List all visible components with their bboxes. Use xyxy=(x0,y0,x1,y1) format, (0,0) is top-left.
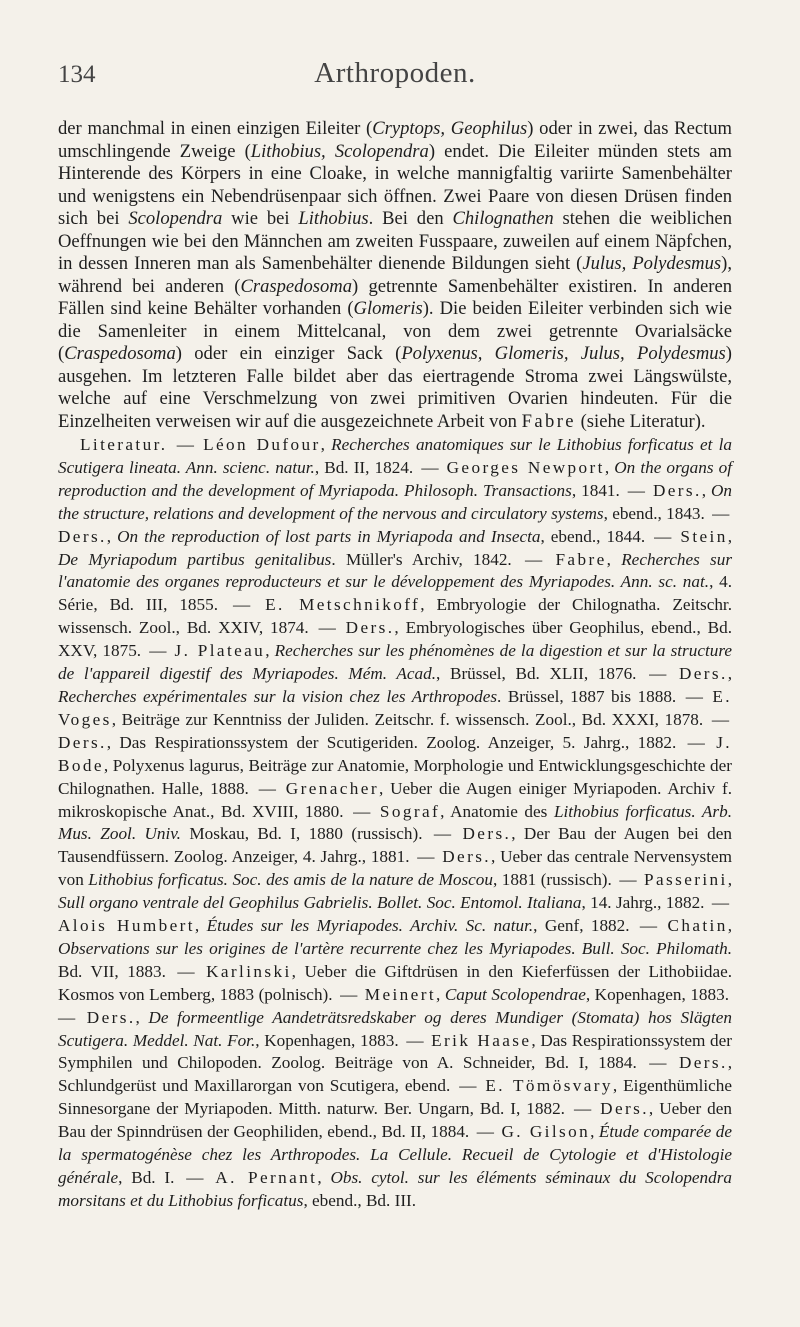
author-name: Stein xyxy=(680,526,728,546)
entry-separator: — xyxy=(453,1076,483,1096)
italic-title: Lithobius, Scolopendra xyxy=(250,140,429,162)
italic-title: Recherches anatomiques sur le Lithobius forficatus et la Scutigera lineata. Ann. scienc. natur. xyxy=(58,435,733,477)
text-run: , Das Respirationssystem der Scutigeriden. Zoolog. Anzeiger, 5. Jahrg., 1882. xyxy=(106,732,677,752)
italic-title: Glomeris xyxy=(353,298,423,319)
entry-separator: — xyxy=(707,893,729,913)
text-run: , Polyxenus lagurus, Beiträge zur Anatomie, Morphologie und Entwicklungsgeschichte der Chilognathen. Halle, 1888. xyxy=(58,755,732,798)
italic-title: Lithobius forficatus. Soc. des amis de la nature de Moscou xyxy=(88,870,493,890)
entry-separator: — xyxy=(707,503,730,523)
text-run: Moskau, Bd. I, 1880 (russisch). xyxy=(180,824,423,844)
text-run: , xyxy=(436,984,445,1004)
entry-separator: — xyxy=(648,526,678,546)
text-run: ) ausgehen. Im letzteren Falle bildet aber das eiertragende Stroma zwei Längswülste, welche auf eine Verschmelzung von zwei primitiven Ovarien hindeuten. Für die Einzelheiten verweisen wir auf die ausgezeichnete Arbeit von xyxy=(58,343,732,432)
text-run: , xyxy=(727,916,733,936)
entry-separator: — xyxy=(614,870,642,890)
main-paragraph xyxy=(58,118,732,433)
italic-title: Lithobius forficatus. Arb. Mus. Zool. Univ. xyxy=(58,801,733,844)
italic-title: Polyxenus, Glomeris, Julus, Polydesmus xyxy=(401,343,726,364)
entry-separator: — xyxy=(416,457,444,477)
author-name: Chatin xyxy=(667,916,728,936)
text-run: , Brüssel, Bd. XLII, 1876. xyxy=(436,664,637,684)
text-run: . Bei den xyxy=(368,208,453,229)
italic-title: On the structure, relations and development of the nervous and circulatory systems xyxy=(58,480,733,523)
entry-separator: — xyxy=(144,641,172,661)
text-run: , Schlundgerüst und Maxillarorgan von Scutigera, ebend. xyxy=(58,1053,732,1096)
entry-separator: — xyxy=(632,916,665,936)
text-run: . Müller's Archiv, 1842. xyxy=(331,549,512,569)
italic-title: Cryptops, Geophilus xyxy=(372,118,528,139)
entry-separator: — xyxy=(412,847,440,867)
entry-separator: — xyxy=(622,480,650,500)
entry-separator: — xyxy=(401,1030,429,1050)
literature-list xyxy=(58,434,732,1213)
text-run: , Ueber den Bau der Spinndrüsen der Geophiliden, ebend., Bd. II, 1884. xyxy=(58,1099,732,1142)
author-name: G. Gilson xyxy=(501,1122,591,1142)
text-run: , Kopenhagen, 1883. xyxy=(255,1030,399,1050)
literature-entry xyxy=(58,733,676,752)
literature-entry xyxy=(58,527,645,546)
author-name: Ders. xyxy=(600,1099,649,1119)
entry-separator: — xyxy=(514,549,553,569)
body-text xyxy=(58,118,732,1213)
text-run: , xyxy=(135,1007,149,1027)
text-run: wie bei xyxy=(222,208,299,229)
text-run: , Eigenthümliche Sinnesorgane der Myriapoden. Mitth. naturw. Ber. Ungarn, Bd. I, 1882. xyxy=(58,1076,733,1119)
author-name: Ders. xyxy=(58,732,107,752)
text-run: , 1881 (russisch). xyxy=(493,870,612,890)
entry-separator: — xyxy=(170,435,201,454)
author-name: J. Plateau xyxy=(174,641,266,661)
text-run: , Kopenhagen, 1883. xyxy=(585,984,730,1004)
author-name: Ders. xyxy=(652,480,702,500)
literature-label: Literatur. xyxy=(80,435,168,454)
italic-title: Observations sur les origines de l'artère recurrente chez les Myriapodes. Bull. Soc. Philomath. xyxy=(58,938,732,958)
author-name: Georges Newport xyxy=(446,457,605,477)
text-run: , ebend., Bd. III. xyxy=(303,1190,417,1210)
entry-separator: — xyxy=(177,1168,213,1187)
text-run: , Genf, 1882. xyxy=(533,916,630,936)
entry-separator: — xyxy=(567,1099,598,1119)
author-name: Ders. xyxy=(678,1053,728,1073)
entry-separator: — xyxy=(168,961,204,981)
italic-title: De Myriapodum partibus genitalibus xyxy=(58,549,332,569)
text-run: , xyxy=(265,641,275,661)
entry-separator: — xyxy=(221,595,263,615)
text-run: ). Die beiden Eileiter verbinden sich wie die Samenleiter in einem Mittelcanal, von dem zwei getrennte Ovarialsäcke ( xyxy=(58,298,732,364)
author-name: Ders. xyxy=(678,664,728,684)
entry-separator: — xyxy=(679,686,710,706)
author-name: E. Tömösvary xyxy=(485,1076,613,1096)
italic-title: On the reproduction of lost parts in Myriapoda and Insecta xyxy=(117,526,541,546)
text-run: , Ueber die Augen einiger Myriapoden. Archiv f. mikroskopische Anat., Bd. XVIII, 1880. xyxy=(58,778,733,821)
author-name: Ders. xyxy=(462,824,512,844)
author-name: Léon Dufour xyxy=(203,435,321,454)
author-name: E. Voges xyxy=(58,686,733,729)
entry-separator: — xyxy=(472,1122,499,1142)
author-name: E. Metschnikoff xyxy=(265,595,421,615)
entry-separator: — xyxy=(346,801,377,821)
text-run: , xyxy=(590,1122,599,1142)
text-run: , Der Bau der Augen bei den Tausendfüssern. Zoolog. Anzeiger, 4. Jahrg., 1881. xyxy=(58,824,732,867)
italic-title: Craspedosoma xyxy=(64,343,176,364)
italic-title: Sull organo ventrale del Geophilus Gabrielis. Bollet. Soc. Entomol. Italiana xyxy=(58,893,582,913)
italic-title: Obs. cytol. sur les éléments séminaux du Scolopendra morsitans et du Lithobius forficatus xyxy=(58,1168,733,1210)
running-title: Arthropoden. xyxy=(314,57,476,89)
text-run: , Embryologie der Chilognatha. Zeitschr. wissensch. Zool., Bd. XXIV, 1874. xyxy=(58,595,732,638)
italic-title: Craspedosoma xyxy=(240,275,353,297)
text-run: , Ueber die Giftdrüsen in den Kieferfüssen der Lithobiidae. Kosmos von Lemberg, 1883 (polnisch). xyxy=(58,961,732,1004)
text-run: , Bd. II, 1824. xyxy=(314,457,414,477)
text-run: , Bd. I. xyxy=(118,1168,175,1187)
text-run: der manchmal in einen einzigen Eileiter ( xyxy=(58,118,373,139)
author-name: Meinert xyxy=(364,984,436,1004)
text-run: , xyxy=(320,435,332,454)
text-run: , ebend., 1844. xyxy=(540,526,646,546)
author-name: Erik Haase xyxy=(431,1030,532,1050)
literature-entry xyxy=(365,985,729,1004)
text-run: ), während bei anderen ( xyxy=(58,253,732,297)
author-name: J. Bode xyxy=(58,732,732,775)
entry-separator: — xyxy=(335,984,362,1004)
text-run: (siehe Literatur). xyxy=(575,410,706,432)
text-run: , 14. Jahrg., 1882. xyxy=(581,893,705,913)
text-run: , xyxy=(606,549,622,569)
text-run: , xyxy=(727,664,733,684)
author-name: Karlinski xyxy=(206,961,292,981)
text-run: . Brüssel, 1887 bis 1888. xyxy=(497,686,677,706)
entry-separator: — xyxy=(706,709,730,729)
text-run: , 4. Série, Bd. III, 1855. xyxy=(58,572,733,615)
text-run: , xyxy=(727,526,732,546)
text-run: , xyxy=(727,870,733,890)
italic-title: Julus, Polydesmus xyxy=(582,253,722,274)
italic-title: De formeentlige Aandeträtsredskaber og deres Mundiger (Stomata) hos Slägten Scutigera. Meddel. Nat. For. xyxy=(58,1007,733,1050)
text-run: ) oder in zwei, das Rectum umschlingende Zweige ( xyxy=(58,118,732,162)
author-name: Ders. xyxy=(86,1007,136,1027)
entry-separator: — xyxy=(425,824,460,844)
text-run: , xyxy=(194,916,207,936)
text-run: , Embryologisches über Geophilus, ebend., Bd. XXV, 1875. xyxy=(58,618,732,661)
literature-entry xyxy=(58,916,630,935)
italic-title: Étude comparée de la spermatogénèse chez les Arthropodes. La Cellule. Recueil de Cytologie et d'Histologie générale xyxy=(58,1122,732,1187)
author-name: Ders. xyxy=(58,526,107,546)
italic-title: Scolopendra xyxy=(128,208,223,229)
author-name: Fabre xyxy=(555,549,607,569)
text-run: , xyxy=(701,480,711,500)
author-name: Alois Humbert xyxy=(58,916,195,936)
entry-separator: — xyxy=(679,732,714,752)
text-run: stehen die weiblichen Oeffnungen wie bei den Männchen am zweiten Fusspaare, zuweilen auf einem Näpfchen, in dessen Inneren man als Samenbehälter dienende Bildungen sieht ( xyxy=(58,208,732,274)
author-name: A. Pernant xyxy=(215,1168,318,1187)
text-run: , 1841. xyxy=(571,480,620,500)
text-run: , xyxy=(317,1168,331,1187)
author-name: Ders. xyxy=(345,618,395,638)
text-run: ) oder ein einziger Sack ( xyxy=(175,343,402,364)
text-run: , xyxy=(604,457,615,477)
text-run: , Anatomie des xyxy=(440,801,554,821)
text-run: ) endet. Die Eileiter münden stets am Hinterende des Körpers in eine Cloake, in welche mannigfaltig variirte Samenbehälter und wenigstens ein Nebendrüsenpaar sich öffnen. Zwei Paare von diesen Drüsen finden sich bei xyxy=(58,140,732,229)
text-run: , Ueber das centrale Nervensystem von xyxy=(58,847,732,890)
text-run: , xyxy=(106,526,118,546)
italic-title: Recherches expérimentales sur la vision chez les Arthropodes xyxy=(58,686,498,706)
italic-title: Études sur les Myriapodes. Archiv. Sc. natur. xyxy=(206,916,534,936)
page-header xyxy=(58,55,732,93)
italic-title: Recherches sur l'anatomie des organes reproducteurs et sur le développement des Myriapodes. Ann. sc. nat. xyxy=(58,549,733,592)
entry-separator: — xyxy=(639,1053,676,1073)
text-run: ) getrennte Samenbehälter existiren. In anderen Fällen sind keine Behälter vorhanden ( xyxy=(58,275,733,319)
text-run: Bd. VII, 1883. xyxy=(58,961,166,981)
text-run: , ebend., 1843. xyxy=(603,503,705,523)
text-run: , Beiträge zur Kenntniss der Juliden. Zeitschr. f. wissensch. Zool., Bd. XXXI, 1878. xyxy=(111,709,704,729)
entry-separator: — xyxy=(639,664,676,684)
entry-separator: — xyxy=(58,1007,84,1027)
author-name: Fabre xyxy=(521,410,576,432)
text-run: , Das Respirationssystem der Symphilen und Chilopoden. Zoolog. Beiträge von A. Schneider, Bd. I, 1884. xyxy=(58,1030,732,1073)
italic-title: Recherches sur les phénomènes de la digestion et sur la structure de l'appareil digestif des Myriapodes. Mém. Acad. xyxy=(58,641,732,684)
author-name: Passerini xyxy=(644,870,728,890)
italic-title: On the organs of reproduction and the development of Myriapoda. Philosoph. Transactions xyxy=(58,457,733,500)
italic-title: Caput Scolopendrae xyxy=(444,984,586,1004)
entry-separator: — xyxy=(311,618,343,638)
author-name: Grenacher xyxy=(285,778,379,798)
italic-title: Chilognathen xyxy=(452,208,554,229)
entry-separator: — xyxy=(251,778,283,798)
italic-title: Lithobius xyxy=(298,208,369,229)
page-number: 134 xyxy=(58,61,96,88)
author-name: Ders. xyxy=(442,847,491,867)
author-name: Sograf xyxy=(379,801,441,821)
